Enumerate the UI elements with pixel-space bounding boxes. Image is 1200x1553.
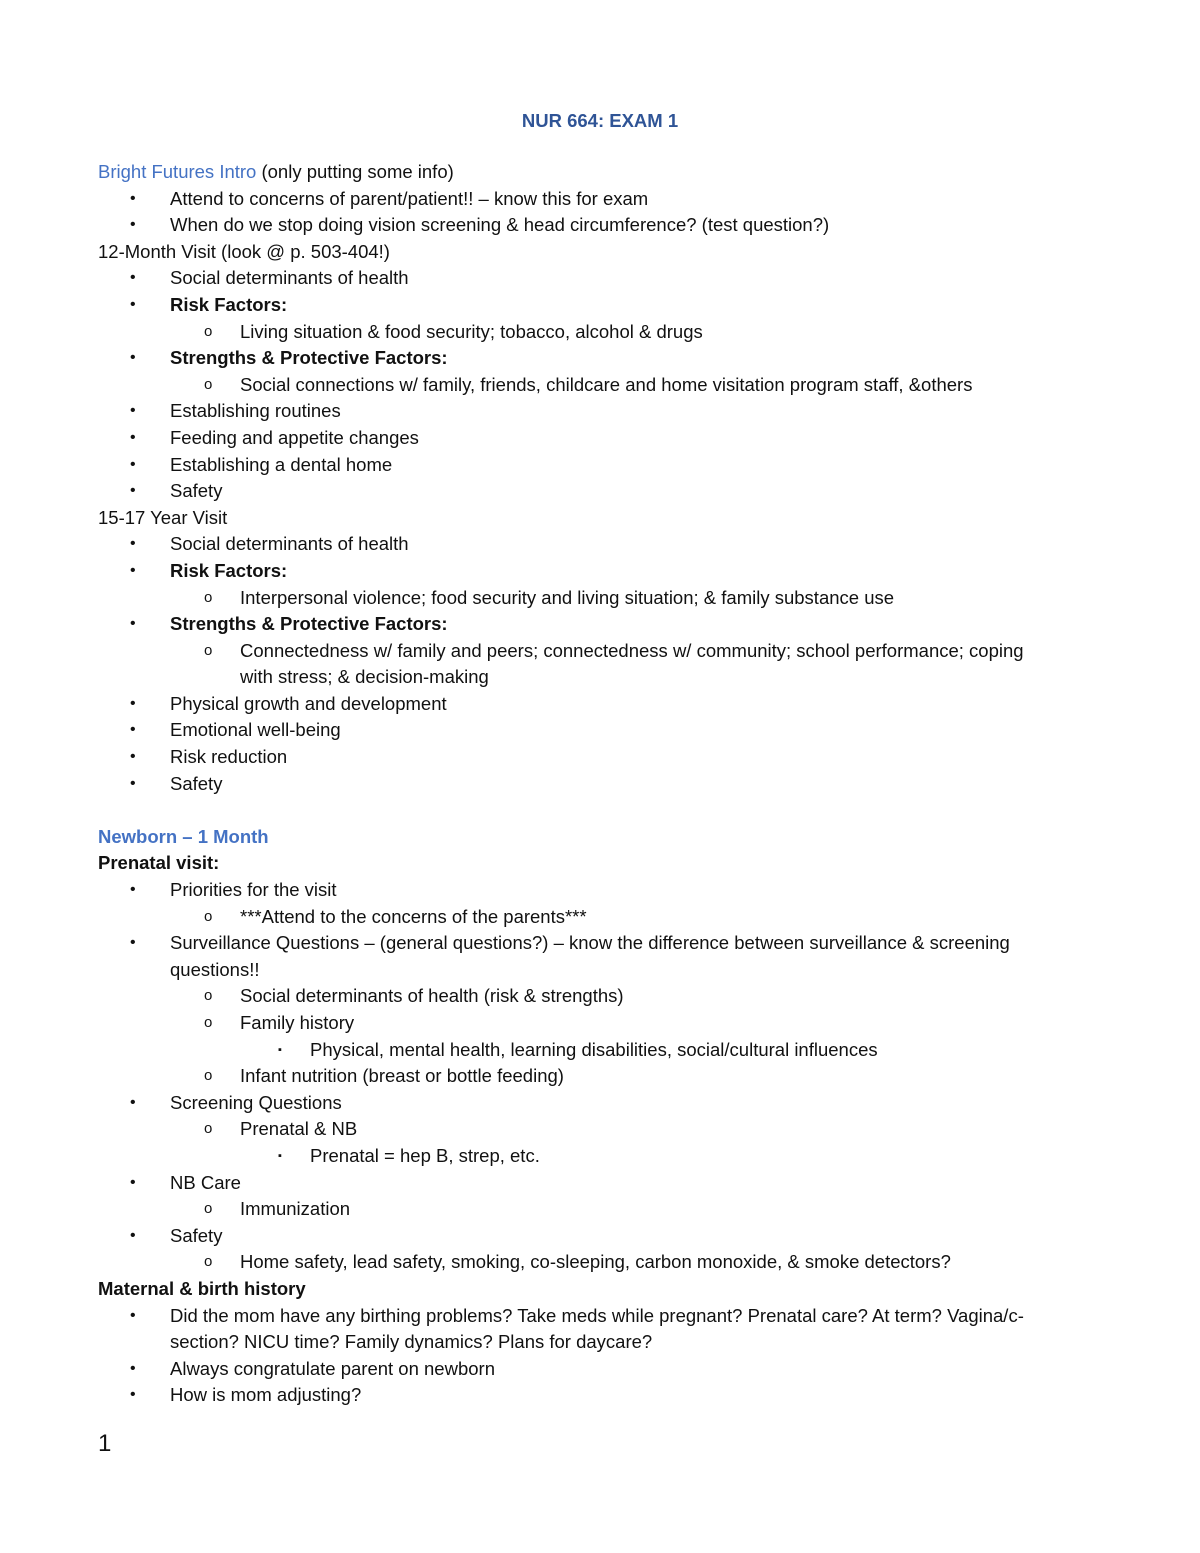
- list-item-continuation: [98, 957, 1098, 984]
- list-item-text: ***Attend to the concerns of the parents***: [240, 905, 587, 927]
- list-item-text: How is mom adjusting?: [170, 1384, 362, 1406]
- list-item-text: Always congratulate parent on newborn: [170, 1357, 495, 1379]
- list-item: [98, 717, 1098, 744]
- list-item: [98, 531, 1098, 558]
- sub-list-item: [98, 1116, 1098, 1143]
- list-item-text: Interpersonal violence; food security and living situation; & family substance use: [240, 586, 895, 608]
- bullet-icon: •: [130, 748, 136, 766]
- sub-list-item: [98, 372, 1098, 399]
- list-item: [98, 398, 1098, 425]
- circle-bullet-icon: o: [204, 1067, 213, 1085]
- bullet-icon: •: [130, 402, 136, 420]
- subheading-maternal-birth-history: Maternal & birth history: [98, 1277, 306, 1299]
- circle-bullet-icon: o: [204, 1253, 213, 1271]
- list-item-text: Social determinants of health: [170, 533, 409, 555]
- sub-list-item: [98, 1249, 1098, 1276]
- list-item-text: Connectedness w/ family and peers; connectedness w/ community; school performance; coping: [240, 639, 1024, 661]
- list-item-text: Risk Factors:: [170, 293, 288, 315]
- bullet-icon: •: [130, 1093, 136, 1111]
- list-item-text: Social connections w/ family, friends, childcare and home visitation program staff, &others: [240, 373, 973, 395]
- list-item-text: Family history: [240, 1012, 355, 1033]
- bullet-icon: •: [130, 1359, 136, 1377]
- bullet-icon: •: [130, 349, 136, 367]
- list-item: [98, 478, 1098, 505]
- circle-bullet-icon: o: [204, 588, 213, 606]
- list-item-text: Physical, mental health, learning disabilities, social/cultural influences: [310, 1038, 878, 1060]
- list-item-text: Risk Factors:: [170, 559, 288, 581]
- bullet-icon: •: [130, 428, 136, 446]
- bullet-icon: •: [130, 881, 136, 899]
- list-item-text: Safety: [170, 772, 223, 794]
- list-item: [98, 744, 1098, 771]
- bullet-icon: •: [130, 482, 136, 500]
- circle-bullet-icon: o: [204, 1014, 213, 1031]
- page-number: 1: [98, 1430, 112, 1457]
- list-item-text: Surveillance Questions – (general questions?) – know the difference between surveillance & screening: [170, 932, 1010, 954]
- list-item: [98, 1090, 1098, 1117]
- heading-text: Bright Futures Intro: [98, 161, 257, 182]
- section-heading-12-month: 12-Month Visit (look @ p. 503-404!): [98, 240, 390, 262]
- bullet-icon: •: [130, 615, 136, 633]
- section-heading-bright-futures: [98, 159, 1098, 186]
- bullet-icon: •: [130, 455, 136, 473]
- bullet-icon: •: [130, 1306, 136, 1324]
- list-item-continuation: [98, 1329, 1098, 1356]
- bullet-icon: •: [130, 721, 136, 739]
- list-item-text: Risk reduction: [170, 746, 288, 768]
- bullet-icon: •: [130, 774, 136, 792]
- document-title: NUR 664: EXAM 1: [521, 110, 679, 131]
- blank-line: [98, 797, 1098, 824]
- list-item: [98, 212, 1098, 239]
- sub-list-item: [98, 983, 1098, 1010]
- list-item: [98, 691, 1098, 718]
- sub-list-item: [98, 638, 1098, 665]
- section-heading-newborn: Newborn – 1 Month: [98, 825, 269, 847]
- list-item-text: Social determinants of health: [170, 267, 409, 289]
- list-item: [98, 425, 1098, 452]
- list-item: [98, 345, 1098, 372]
- bullet-icon: •: [130, 1226, 136, 1244]
- circle-bullet-icon: o: [204, 987, 213, 1005]
- heading-note: (only putting some info): [256, 161, 454, 182]
- bullet-icon: •: [130, 269, 136, 287]
- list-item: [98, 1356, 1098, 1383]
- sub-list-item: [98, 1063, 1098, 1090]
- circle-bullet-icon: o: [204, 641, 213, 659]
- circle-bullet-icon: o: [204, 375, 213, 393]
- list-item-text: Strengths & Protective Factors:: [170, 347, 448, 369]
- bullet-icon: •: [130, 216, 136, 234]
- list-item: [98, 1382, 1098, 1409]
- list-item-text: NB Care: [170, 1171, 241, 1193]
- list-item-text: Safety: [170, 480, 223, 502]
- list-item-text: Prenatal = hep B, strep, etc.: [310, 1144, 540, 1166]
- list-item: [98, 1170, 1098, 1197]
- list-item: [98, 186, 1098, 213]
- list-item: [98, 1223, 1098, 1250]
- subheading-prenatal-visit: Prenatal visit:: [98, 852, 220, 874]
- sub-list-item: [98, 904, 1098, 931]
- bullet-icon: •: [130, 561, 136, 579]
- list-item-text: Social determinants of health (risk & strengths): [240, 985, 624, 1007]
- list-item-text: Home safety, lead safety, smoking, co-sleeping, carbon monoxide, & smoke detectors?: [240, 1251, 951, 1273]
- list-item-text: section? NICU time? Family dynamics? Plans for daycare?: [170, 1331, 653, 1353]
- circle-bullet-icon: o: [204, 322, 213, 340]
- sub-list-item-continuation: [98, 664, 1098, 691]
- circle-bullet-icon: o: [204, 1200, 213, 1218]
- circle-bullet-icon: o: [204, 907, 213, 925]
- sub-sub-list-item: [98, 1143, 1098, 1170]
- list-item-text: Infant nutrition (breast or bottle feeding): [240, 1065, 564, 1087]
- list-item: [98, 265, 1098, 292]
- list-item-text: Safety: [170, 1224, 223, 1246]
- list-item: [98, 877, 1098, 904]
- list-item-text: Did the mom have any birthing problems? Take meds while pregnant? Prenatal care? At term? Vagina/c-: [170, 1304, 1024, 1326]
- list-item: [98, 930, 1098, 957]
- list-item-text: Living situation & food security; tobacco, alcohol & drugs: [240, 320, 703, 342]
- list-item: [98, 558, 1098, 585]
- list-item: [98, 771, 1098, 798]
- bullet-icon: •: [130, 1173, 136, 1191]
- bullet-icon: •: [130, 295, 136, 313]
- list-item-text: questions!!: [170, 958, 260, 980]
- list-item-text: Strengths & Protective Factors:: [170, 613, 448, 635]
- sub-list-item: [98, 1196, 1098, 1223]
- sub-list-item: [98, 319, 1098, 346]
- list-item-text: When do we stop doing vision screening & head circumference? (test question?): [170, 214, 830, 236]
- list-item: [98, 452, 1098, 479]
- bullet-icon: •: [130, 934, 136, 952]
- circle-bullet-icon: o: [204, 1120, 213, 1138]
- list-item-text: Screening Questions: [170, 1091, 342, 1113]
- list-item-text: Feeding and appetite changes: [170, 426, 419, 448]
- list-item-text: Establishing routines: [170, 400, 341, 422]
- list-item-text: Physical growth and development: [170, 692, 447, 714]
- list-item: [98, 1303, 1098, 1330]
- list-item-text: Attend to concerns of parent/patient!! – know this for exam: [170, 187, 649, 209]
- bullet-icon: •: [130, 535, 136, 553]
- square-bullet-icon: ▪: [278, 1043, 282, 1056]
- bullet-icon: •: [130, 1386, 136, 1404]
- list-item-text: with stress; & decision-making: [240, 666, 489, 688]
- list-item-text: Immunization: [240, 1198, 351, 1220]
- list-item-text: Establishing a dental home: [170, 453, 393, 475]
- sub-list-item: [98, 1010, 1098, 1037]
- bullet-icon: •: [130, 189, 136, 207]
- sub-sub-list-item: [98, 1037, 1098, 1064]
- sub-list-item: [98, 585, 1098, 612]
- list-item-text: Priorities for the visit: [170, 879, 337, 901]
- list-item-text: Prenatal & NB: [240, 1118, 358, 1140]
- list-item-text: Emotional well-being: [170, 719, 341, 741]
- section-heading-15-17-year: 15-17 Year Visit: [98, 506, 228, 528]
- document-body: [98, 159, 1098, 1409]
- list-item: [98, 292, 1098, 319]
- square-bullet-icon: ▪: [278, 1149, 282, 1162]
- list-item: [98, 611, 1098, 638]
- bullet-icon: •: [130, 694, 136, 712]
